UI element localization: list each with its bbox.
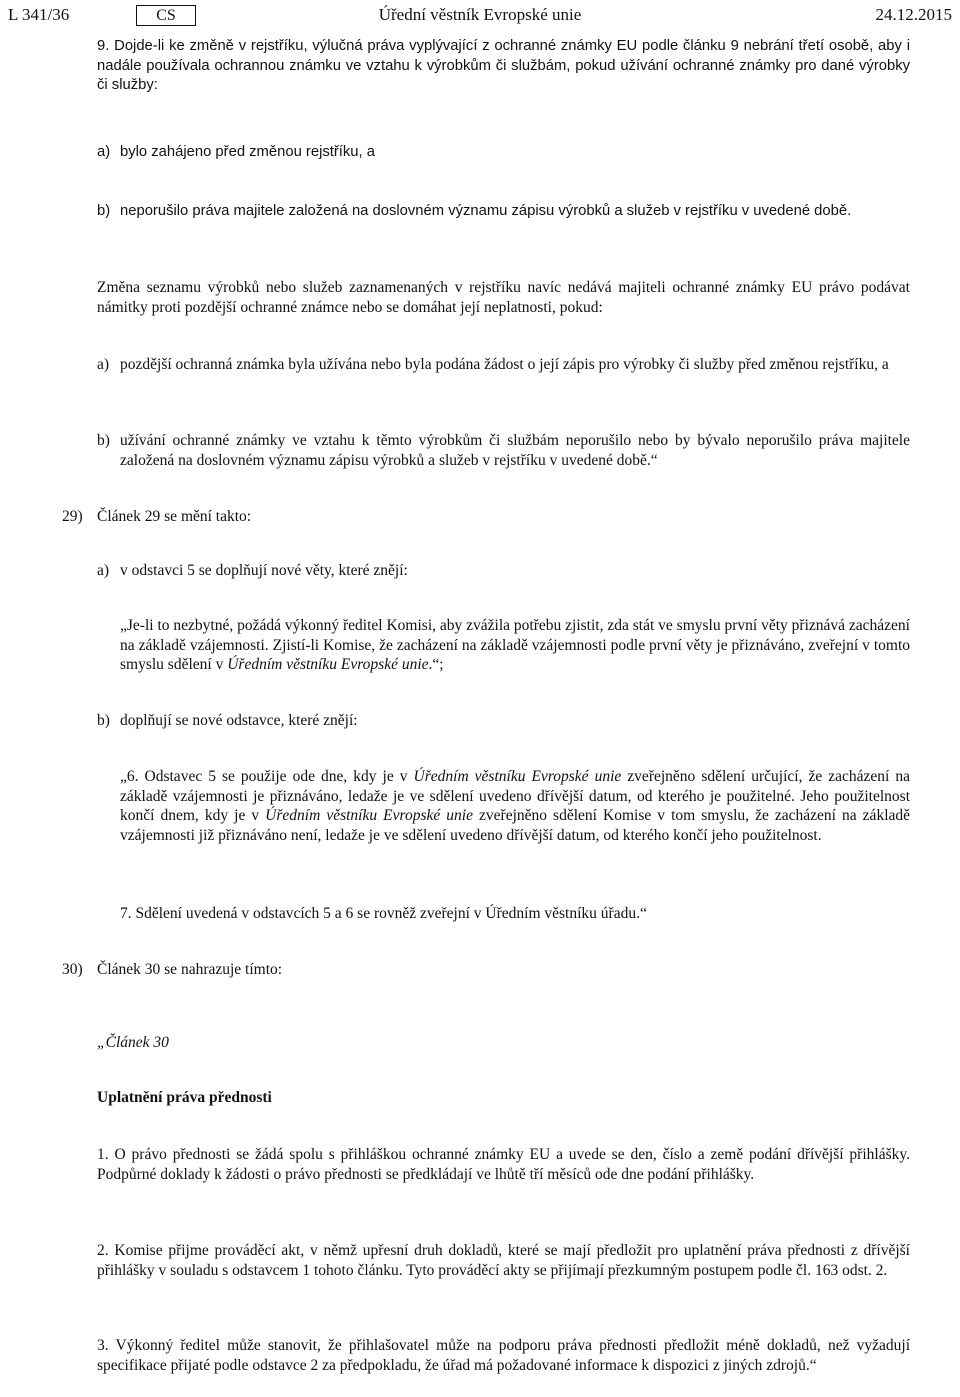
paragraph-9: 9. Dojde-li ke změně v rejstříku, výlučná práva vyplývající z ochranné známky EU podle článku 9 nebrání třetí osobě, aby i nadále používala ochrannou známku ve vztahu k výrobkům či službám, pokud užívání ochranné známky pro dané výrobky či služby: xyxy=(97,38,910,93)
journal-name-italic: Úředním věstníku Evropské unie xyxy=(227,656,429,673)
list-label: a) xyxy=(97,144,111,160)
list-item-29a xyxy=(97,561,910,581)
article-heading: „Článek 30 xyxy=(97,1034,169,1051)
item-number: 29) xyxy=(62,508,83,525)
journal-name-italic: Úředním věstníku Evropské unie xyxy=(413,768,622,785)
language-badge: CS xyxy=(136,5,196,26)
list-item-29b xyxy=(97,711,910,731)
list-label: a) xyxy=(97,356,110,373)
item-29 xyxy=(62,507,910,527)
list-label: b) xyxy=(97,203,111,219)
list-label: b) xyxy=(97,712,110,729)
publication-date: 24.12.2015 xyxy=(875,5,952,24)
paragraph-change: Změna seznamu výrobků nebo služeb zaznamenaných v rejstříku navíc nedává majiteli ochranné známky EU právo podávat námitky proti pozdější ochranné známce nebo se domáhat její neplatnosti, pokud: xyxy=(97,279,910,316)
item-text: Článek 29 se mění takto: xyxy=(97,508,252,525)
journal-header xyxy=(8,4,952,26)
para-text: zveřejněno sdělení určující, že zacházení na základě vzájemnosti je přiznáváno, ledaže je ve sdělení uvedeno dřívější datum, od kterého je použitelné. Jeho použitelnost končí dnem, kdy je v xyxy=(120,768,911,824)
list-item-change-b xyxy=(97,431,910,471)
article-paragraph-3: 3. Výkonný ředitel může stanovit, že přihlašovatel může na podporu práva přednosti předložit méně dokladů, než vyžadují specifikace přijaté podle odstavce 2 za předpokladu, že úřad má požadované informace k dispozici z jiných zdrojů.“ xyxy=(97,1337,910,1374)
list-label: b) xyxy=(97,432,110,449)
journal-reference: L 341/36 xyxy=(8,5,70,24)
item-text: Článek 30 se nahrazuje tímto: xyxy=(97,961,283,978)
list-text: pozdější ochranná známka byla užívána nebo byla podána žádost o její zápis pro výrobky či služby před změnou rejstříku, a xyxy=(120,356,889,373)
para-text: zveřejněno sdělení Komise v tom smyslu, že zacházení na základě vzájemnosti již přiznáváno není, ledaže je ve sdělení uvedeno dřívější datum, od kterého končí jeho použitelnost. xyxy=(120,807,911,844)
paragraph-7: 7. Sdělení uvedená v odstavcích 5 a 6 se rovněž zveřejní v Úředním věstníku úřadu.“ xyxy=(120,905,647,922)
list-text: bylo zahájeno před změnou rejstříku, a xyxy=(120,144,375,160)
list-item-9b xyxy=(97,202,910,242)
quote-end: .“; xyxy=(428,656,444,673)
journal-title: Úřední věstník Evropské unie xyxy=(378,5,582,24)
paragraph-6 xyxy=(120,767,910,845)
article-title: Uplatnění práva přednosti xyxy=(97,1089,272,1106)
list-text: doplňují se nové odstavce, které znějí: xyxy=(120,712,358,729)
list-item-change-a xyxy=(97,355,910,395)
article-paragraph-2: 2. Komise přijme prováděcí akt, v němž upřesní druh dokladů, které se mají předložit pro uplatnění práva přednosti z dřívější přihlášky v souladu s odstavcem 1 tohoto článku. Tyto prováděcí akty se přijímají přezkumným postupem podle čl. 163 odst. 2. xyxy=(97,1242,910,1279)
journal-name-italic: Úředním věstníku Evropské unie xyxy=(265,807,473,824)
list-label: a) xyxy=(97,562,110,579)
item-30 xyxy=(62,960,910,980)
list-text: neporušilo práva majitele založená na doslovném významu zápisu výrobků a služeb v rejstříku v uvedené době. xyxy=(120,203,852,219)
list-text: užívání ochranné známky ve vztahu k těmto výrobkům či službám neporušilo nebo by bývalo neporušilo práva majitele založená na doslovném významu zápisu výrobků a služeb v rejstříku v uvedené době.“ xyxy=(120,432,910,469)
list-item-9a xyxy=(97,143,910,163)
quoted-text-29a xyxy=(120,616,910,675)
item-number: 30) xyxy=(62,961,83,978)
quote-text: „Je-li to nezbytné, požádá výkonný ředitel Komisi, aby zvážila potřebu zjistit, zda stát ve smyslu první věty přiznává zacházení na základě vzájemnosti. Zjistí-li Komise, že zacházení na základě vzájemnosti podle první věty je přiznáváno, zveřejní v tomto smyslu sdělení v xyxy=(120,617,910,673)
article-paragraph-1: 1. O právo přednosti se žádá spolu s přihláškou ochranné známky EU a uvede se den, číslo a země podání dřívější přihlášky. Podpůrné doklady k žádosti o právo přednosti se předkládají ve lhůtě tří měsíců ode dne podání přihlášky. xyxy=(97,1146,910,1183)
para-text: „6. Odstavec 5 se použije ode dne, kdy je v xyxy=(120,768,414,785)
list-text: v odstavci 5 se doplňují nové věty, které znějí: xyxy=(120,562,408,579)
